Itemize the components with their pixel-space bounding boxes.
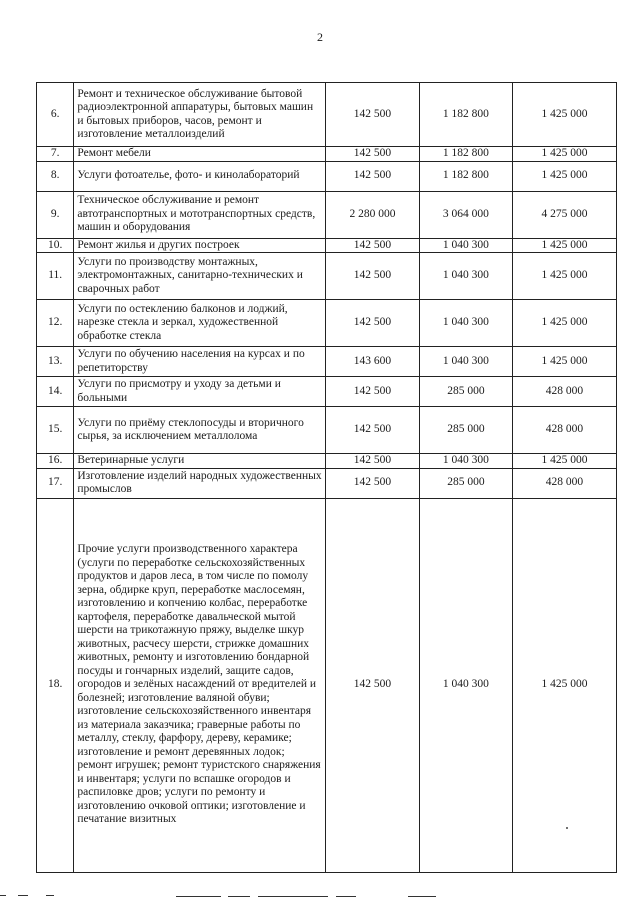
value-col-1: 142 500	[325, 253, 419, 300]
value-col-2: 285 000	[419, 468, 512, 498]
value-col-1: 142 500	[325, 498, 419, 872]
service-name: Услуги по производству монтажных, электромонтажных, санитарно-технических и сварочных работ	[74, 253, 326, 300]
value-col-2: 1 040 300	[419, 498, 512, 872]
row-number: 10.	[37, 238, 74, 253]
table-row	[37, 191, 617, 238]
table-row	[37, 377, 617, 407]
table-row	[37, 253, 617, 300]
row-number: 12.	[37, 300, 74, 347]
value-col-2: 285 000	[419, 407, 512, 454]
value-col-2: 1 040 300	[419, 454, 512, 469]
scan-mark	[0, 895, 6, 896]
value-col-3: 4 275 000	[512, 191, 616, 238]
table-row	[37, 347, 617, 377]
value-col-2: 3 064 000	[419, 191, 512, 238]
value-col-1: 142 500	[325, 468, 419, 498]
value-col-1: 143 600	[325, 347, 419, 377]
table-row	[37, 147, 617, 162]
value-col-3: 1 425 000	[512, 498, 616, 872]
value-col-3: 1 425 000	[512, 300, 616, 347]
scan-mark	[336, 896, 356, 897]
scan-mark	[18, 895, 28, 896]
scan-mark	[176, 896, 221, 897]
scan-mark	[228, 896, 250, 897]
row-number: 6.	[37, 83, 74, 147]
service-name: Ремонт мебели	[74, 147, 326, 162]
row-number: 9.	[37, 191, 74, 238]
table-row	[37, 454, 617, 469]
value-col-3: 428 000	[512, 468, 616, 498]
service-name: Техническое обслуживание и ремонт автотранспортных и мототранспортных средств, машин и оборудования	[74, 191, 326, 238]
value-col-1: 142 500	[325, 454, 419, 469]
service-name: Ремонт жилья и других построек	[74, 238, 326, 253]
value-col-2: 1 182 800	[419, 83, 512, 147]
value-col-3: 1 425 000	[512, 347, 616, 377]
value-col-2: 285 000	[419, 377, 512, 407]
value-col-3: 1 425 000	[512, 147, 616, 162]
service-name: Ветеринарные услуги	[74, 454, 326, 469]
service-name: Услуги по присмотру и уходу за детьми и больными	[74, 377, 326, 407]
value-col-3: 428 000	[512, 407, 616, 454]
value-col-1: 142 500	[325, 238, 419, 253]
table-row	[37, 468, 617, 498]
row-number: 8.	[37, 161, 74, 191]
value-col-3: 428 000	[512, 377, 616, 407]
service-name: Изготовление изделий народных художественных промыслов	[74, 468, 326, 498]
scan-dot	[566, 827, 568, 829]
value-col-1: 142 500	[325, 83, 419, 147]
value-col-3: 1 425 000	[512, 83, 616, 147]
row-number: 18.	[37, 498, 74, 872]
value-col-1: 142 500	[325, 377, 419, 407]
value-col-2: 1 182 800	[419, 161, 512, 191]
row-number: 15.	[37, 407, 74, 454]
value-col-1: 142 500	[325, 300, 419, 347]
scan-mark	[408, 896, 436, 897]
service-name: Услуги по обучению населения на курсах и по репетиторству	[74, 347, 326, 377]
value-col-2: 1 040 300	[419, 300, 512, 347]
scan-mark	[258, 896, 328, 897]
row-number: 16.	[37, 454, 74, 469]
service-name: Ремонт и техническое обслуживание бытовой радиоэлектронной аппаратуры, бытовых машин и бытовых приборов, часов, ремонт и изготовление металлоизделий	[74, 83, 326, 147]
row-number: 17.	[37, 468, 74, 498]
row-number: 14.	[37, 377, 74, 407]
scan-mark	[46, 895, 54, 896]
service-name: Прочие услуги производственного характера (услуги по переработке сельскохозяйственных продуктов и даров леса, в том числе по помолу зерна, обдирке круп, переработке маслосемян, изготовлению и копчению колбас, переработке картофеля, переработке давальческой мытой шерсти на трикотажную пряжу, выделке шкур животных, расчесу шерсти, стрижке домашних животных, ремонту и изготовлению бондарной посуды и гончарных изделий, защите садов, огородов и зелёных насаждений от вредителей и болезней; изготовление валяной обуви; изготовление сельскохозяйственного инвентаря из материала заказчика; граверные работы по металлу, стеклу, фарфору, дереву, керамике; изготовление и ремонт деревянных лодок; ремонт игрушек; ремонт туристского снаряжения и инвентаря; услуги по вспашке огородов и распиловке дров; услуги по ремонту и изготовлению очковой оптики; изготовление и печатание визитных	[74, 498, 326, 872]
services-table	[36, 82, 617, 873]
value-col-2: 1 040 300	[419, 347, 512, 377]
value-col-3: 1 425 000	[512, 253, 616, 300]
value-col-3: 1 425 000	[512, 238, 616, 253]
value-col-1: 142 500	[325, 161, 419, 191]
value-col-1: 142 500	[325, 407, 419, 454]
table-row	[37, 238, 617, 253]
value-col-2: 1 040 300	[419, 238, 512, 253]
row-number: 7.	[37, 147, 74, 162]
value-col-2: 1 040 300	[419, 253, 512, 300]
value-col-1: 142 500	[325, 147, 419, 162]
table-row	[37, 300, 617, 347]
service-name: Услуги по приёму стеклопосуды и вторичного сырья, за исключением металлолома	[74, 407, 326, 454]
table-row	[37, 498, 617, 872]
table-row	[37, 83, 617, 147]
row-number: 11.	[37, 253, 74, 300]
value-col-3: 1 425 000	[512, 161, 616, 191]
value-col-2: 1 182 800	[419, 147, 512, 162]
service-name: Услуги по остеклению балконов и лоджий, нарезке стекла и зеркал, художественной обработке стекла	[74, 300, 326, 347]
value-col-3: 1 425 000	[512, 454, 616, 469]
service-name: Услуги фотоателье, фото- и кинолабораторий	[74, 161, 326, 191]
row-number: 13.	[37, 347, 74, 377]
page-number: 2	[317, 30, 323, 44]
value-col-1: 2 280 000	[325, 191, 419, 238]
table-row	[37, 407, 617, 454]
scan-edge-marks	[0, 893, 640, 899]
table-row	[37, 161, 617, 191]
